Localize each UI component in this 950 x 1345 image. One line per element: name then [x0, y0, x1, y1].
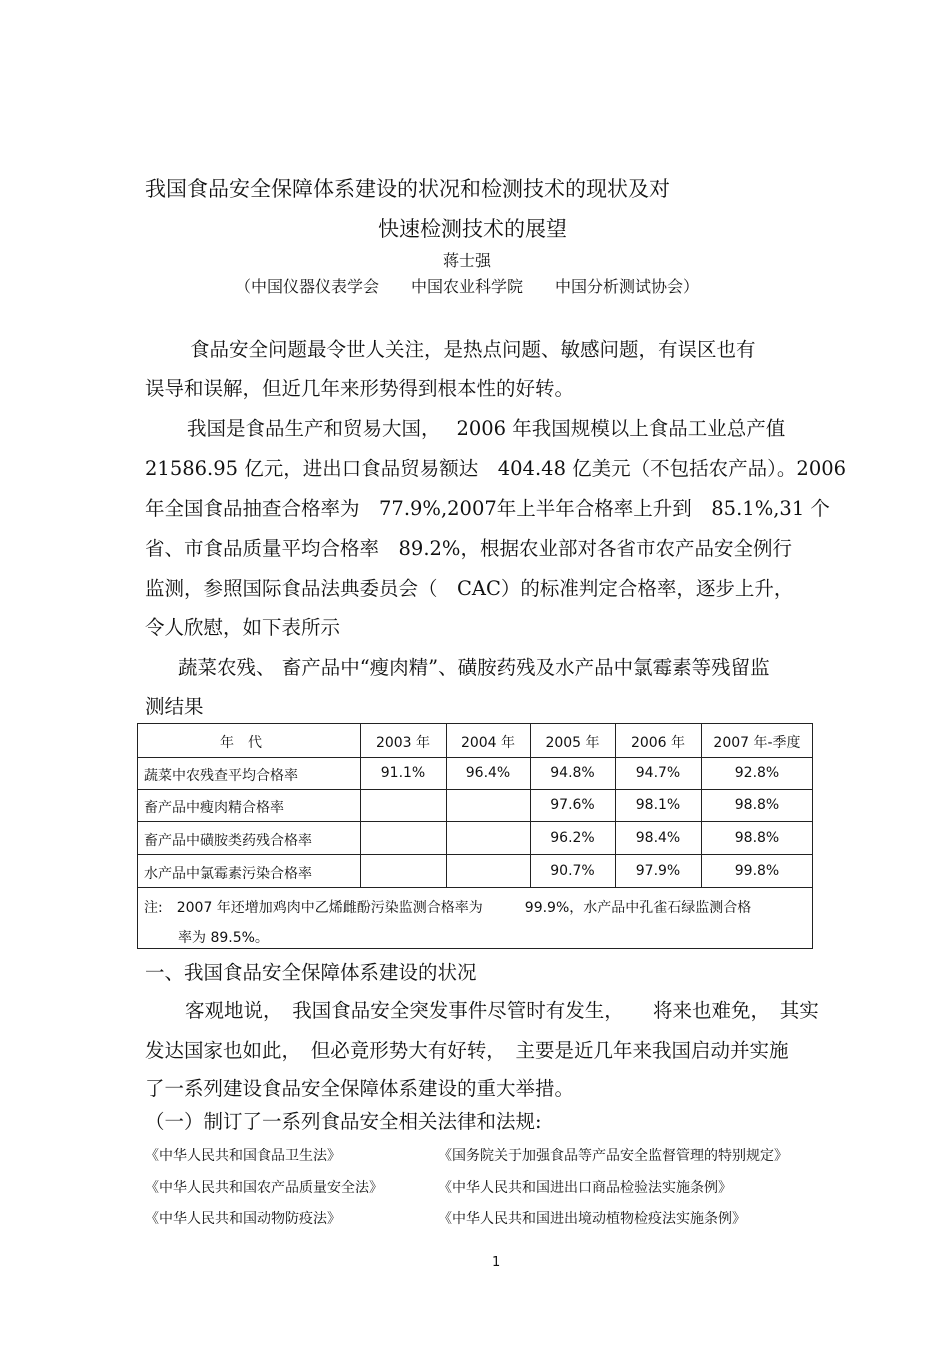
table-header-year: 年 代 — [220, 735, 262, 751]
law-item: 《中华人民共和国进出境动植物检疫法实施条例》 — [438, 1211, 746, 1227]
law-item: 《中华人民共和国进出口商品检验法实施条例》 — [438, 1180, 732, 1196]
title-line-2: 快速检测技术的展望 — [378, 217, 567, 241]
table-cell: 90.7% — [550, 863, 595, 879]
table-cell: 99.8% — [734, 863, 780, 879]
results-table — [137, 723, 813, 949]
subsection-1-heading: （一）制订了一系列食品安全相关法律和法规: — [145, 1110, 542, 1133]
paragraph-2-line-1: 我国是食品生产和贸易大国， 2006 年我国规模以上食品工业总产值 — [187, 417, 786, 440]
law-item: 《中华人民共和国农产品质量安全法》 — [145, 1180, 383, 1196]
table-rule — [138, 887, 812, 888]
title-line-1: 我国食品安全保障体系建设的状况和检测技术的现状及对 — [145, 177, 670, 201]
table-header-2007: 2007 年-季度 — [713, 735, 801, 751]
paragraph-2-line-4: 省、市食品质量平均合格率 89.2%，根据农业部对各省市农产品安全例行 — [145, 537, 792, 560]
paragraph-2-line-3: 年全国食品抽查合格率为 77.9%,2007年上半年合格率上升到 85.1%,31 个 — [145, 497, 830, 520]
table-rule — [138, 757, 812, 758]
table-row-label: 畜产品中磺胺类药残合格率 — [144, 833, 312, 849]
law-item: 《中华人民共和国食品卫生法》 — [145, 1148, 341, 1164]
law-item: 《中华人民共和国动物防疫法》 — [145, 1211, 341, 1227]
paragraph-3-line-1: 客观地说， 我国食品安全突发事件尽管时有发生， 将来也难免， 其实 — [185, 999, 819, 1022]
affiliations: （中国仪器仪表学会 中国农业科学院 中国分析测试协会） — [235, 277, 700, 296]
author: 蒋士强 — [443, 251, 492, 270]
table-cell: 94.7% — [635, 765, 681, 781]
paragraph-2-line-5: 监测，参照国际食品法典委员会（ CAC）的标准判定合格率，逐步上升， — [145, 577, 794, 600]
table-cell: 96.4% — [465, 765, 511, 781]
table-caption-line-2: 测结果 — [145, 695, 204, 718]
table-header-2004: 2004 年 — [460, 735, 516, 751]
paragraph-1-line-2: 误导和误解，但近几年来形势得到根本性的好转。 — [145, 377, 575, 400]
table-cell: 96.2% — [550, 830, 595, 846]
paragraph-1-line-1: 食品安全问题最令世人关注，是热点问题、敏感问题，有误区也有 — [190, 338, 756, 361]
table-cell: 92.8% — [734, 765, 780, 781]
table-rule — [138, 789, 812, 790]
paragraph-2-line-6: 令人欣慰，如下表所示 — [145, 616, 341, 639]
table-cell: 91.1% — [380, 765, 426, 781]
paragraph-3-line-2: 发达国家也如此， 但必竟形势大有好转， 主要是近几年来我国启动并实施 — [145, 1039, 789, 1062]
page-number: 1 — [492, 1255, 501, 1270]
table-rule — [138, 854, 812, 855]
table-cell: 98.8% — [734, 830, 780, 846]
table-cell: 97.6% — [550, 797, 595, 813]
law-item: 《国务院关于加强食品等产品安全监督管理的特别规定》 — [438, 1148, 788, 1164]
table-row-label: 水产品中氯霉素污染合格率 — [144, 866, 312, 882]
table-row-label: 蔬菜中农残查平均合格率 — [144, 768, 298, 784]
table-note-line-2: 率为 89.5%。 — [178, 930, 269, 946]
table-caption-line-1: 蔬菜农残、 畜产品中“瘦肉精”、磺胺药残及水产品中氯霉素等残留监 — [178, 656, 770, 679]
table-note-line-1: 注: 2007 年还增加鸡肉中乙烯雌酚污染监测合格率为 99.9%，水产品中孔雀石绿监测合格 — [144, 900, 752, 916]
table-header-2006: 2006 年 — [630, 735, 686, 751]
section-1-heading: 一、我国食品安全保障体系建设的状况 — [145, 961, 477, 984]
table-header-2005: 2005 年 — [545, 735, 600, 751]
paragraph-3-line-3: 了一系列建设食品安全保障体系建设的重大举措。 — [145, 1077, 575, 1100]
table-header-2003: 2003 年 — [375, 735, 431, 751]
table-cell: 97.9% — [635, 863, 681, 879]
table-cell: 94.8% — [550, 765, 595, 781]
table-cell: 98.4% — [635, 830, 681, 846]
table-row-label: 畜产品中瘦肉精合格率 — [144, 800, 284, 816]
paragraph-2-line-2: 21586.95 亿元，进出口食品贸易额达 404.48 亿美元（不包括农产品）。2006 — [145, 457, 847, 480]
table-rule — [138, 821, 812, 822]
table-cell: 98.1% — [635, 797, 681, 813]
table-cell: 98.8% — [734, 797, 780, 813]
